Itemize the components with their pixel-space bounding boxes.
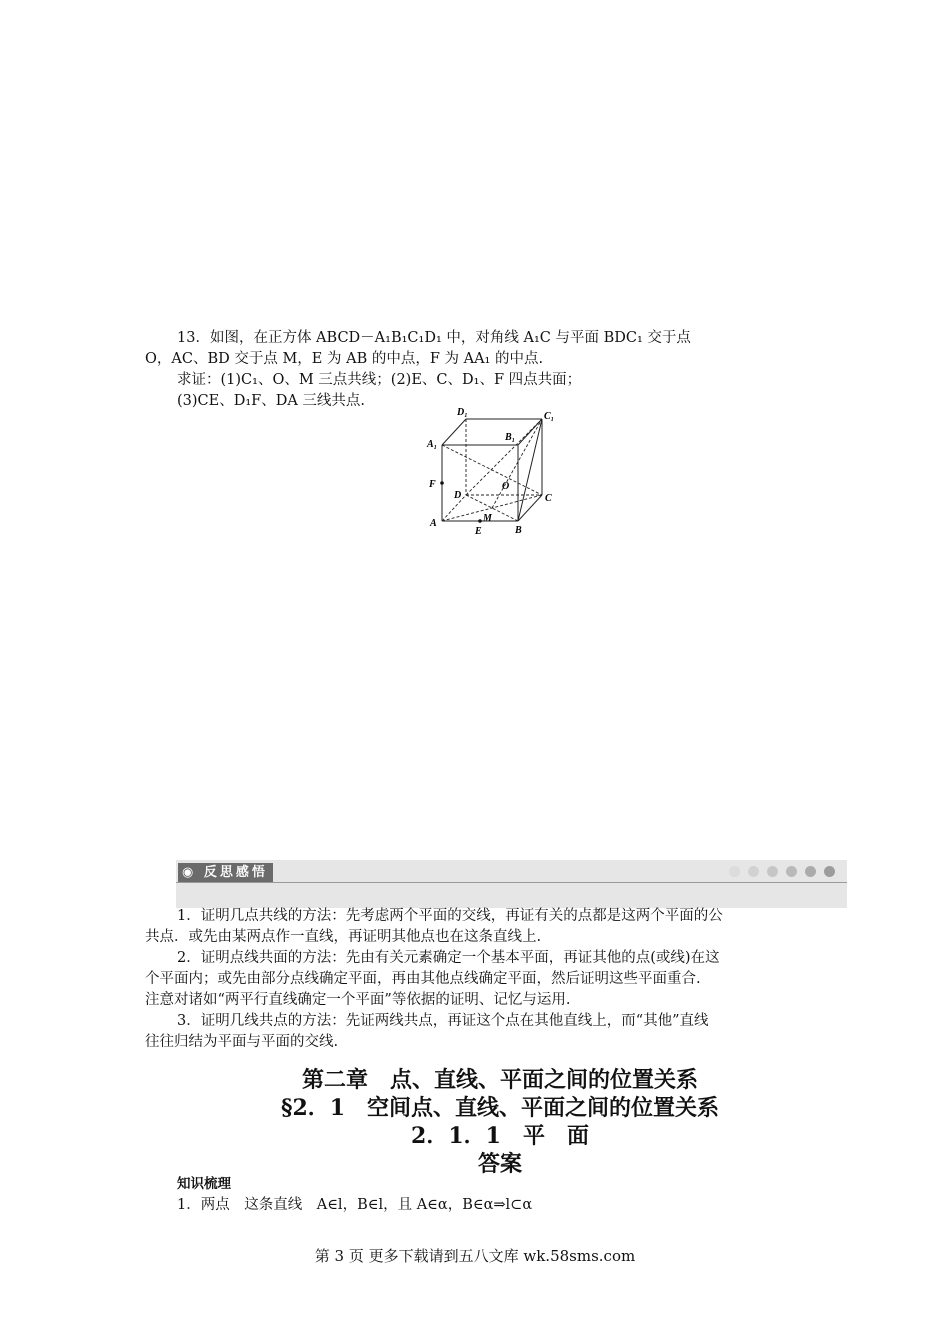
problem-13-line: 13．如图，在正方体 ABCD－A₁B₁C₁D₁ 中，对角线 A₁C 与平面 BDC₁ 交于点 — [177, 330, 691, 346]
problem-13-line: O，AC、BD 交于点 M，E 为 AB 的中点，F 为 AA₁ 的中点. — [145, 351, 544, 367]
cube-figure — [420, 400, 560, 540]
answers-heading: 答案 — [477, 1151, 522, 1177]
label-o: O — [502, 481, 510, 492]
point-e-dot — [478, 519, 482, 523]
label-a: A — [430, 518, 437, 529]
problem-13-line: 求证：(1)C₁、O、M 三点共线；(2)E、C、D₁、F 四点共面； — [177, 372, 582, 388]
summary-line: 2．证明点线共面的方法：先由有关元素确定一个基本平面，再证其他的点(或线)在这 — [177, 950, 720, 966]
summary-line: 往往归结为平面与平面的交线. — [145, 1034, 339, 1050]
reflection-banner — [176, 860, 847, 908]
label-c1: C₁ — [544, 411, 555, 422]
banner-divider — [176, 882, 847, 883]
point-f-dot — [440, 481, 444, 485]
summary-line: 1．证明几点共线的方法：先考虑两个平面的交线，再证有关的点都是这两个平面的公 — [177, 908, 723, 924]
cube-hidden-edges — [442, 419, 542, 521]
label-d: D — [454, 490, 462, 501]
summary-line: 3．证明几线共点的方法：先证两线共点，再证这个点在其他直线上，而“其他”直线 — [177, 1013, 709, 1029]
label-f: F — [429, 479, 436, 490]
problem-13-line: (3)CE、D₁F、DA 三线共点. — [177, 393, 366, 409]
answers-block — [177, 1174, 532, 1216]
label-b1: B₁ — [505, 432, 516, 443]
reflection-title: ◉ 反思感悟 — [178, 863, 273, 882]
decor-dot — [824, 866, 835, 877]
decor-dot — [767, 866, 778, 877]
summary-line: 注意对诸如“两平行直线确定一个平面”等依据的证明、记忆与运用. — [145, 992, 571, 1008]
label-e: E — [475, 526, 482, 537]
label-m: M — [483, 513, 492, 524]
summary-line: 个平面内；或先由部分点线确定平面，再由其他点线确定平面，然后证明这些平面重合. — [145, 971, 701, 987]
decor-dot — [786, 866, 797, 877]
decor-dot — [729, 866, 740, 877]
answers-label: 知识梳理 — [177, 1176, 231, 1192]
page-footer: 第 3 页 更多下载请到五八文库 wk.58sms.com — [314, 1247, 636, 1265]
subsection-heading: 2．1．1 平 面 — [411, 1123, 589, 1149]
summary-line: 共点．或先由某两点作一直线，再证明其他点也在这条直线上. — [145, 929, 542, 945]
section-heading: §2．1 空间点、直线、平面之间的位置关系 — [280, 1095, 720, 1121]
banner-dots — [729, 866, 835, 877]
decor-dot — [805, 866, 816, 877]
label-b: B — [515, 525, 522, 536]
label-c: C — [545, 493, 552, 504]
chapter-heading: 第二章 点、直线、平面之间的位置关系 — [301, 1067, 698, 1093]
answer-line: 1．两点 这条直线 A∈l，B∈l，且 A∈α，B∈α⇒l⊂α — [177, 1197, 533, 1213]
label-d1: D₁ — [457, 407, 468, 418]
decor-dot — [748, 866, 759, 877]
label-a1: A₁ — [427, 439, 438, 450]
reflection-summary — [145, 906, 810, 1053]
